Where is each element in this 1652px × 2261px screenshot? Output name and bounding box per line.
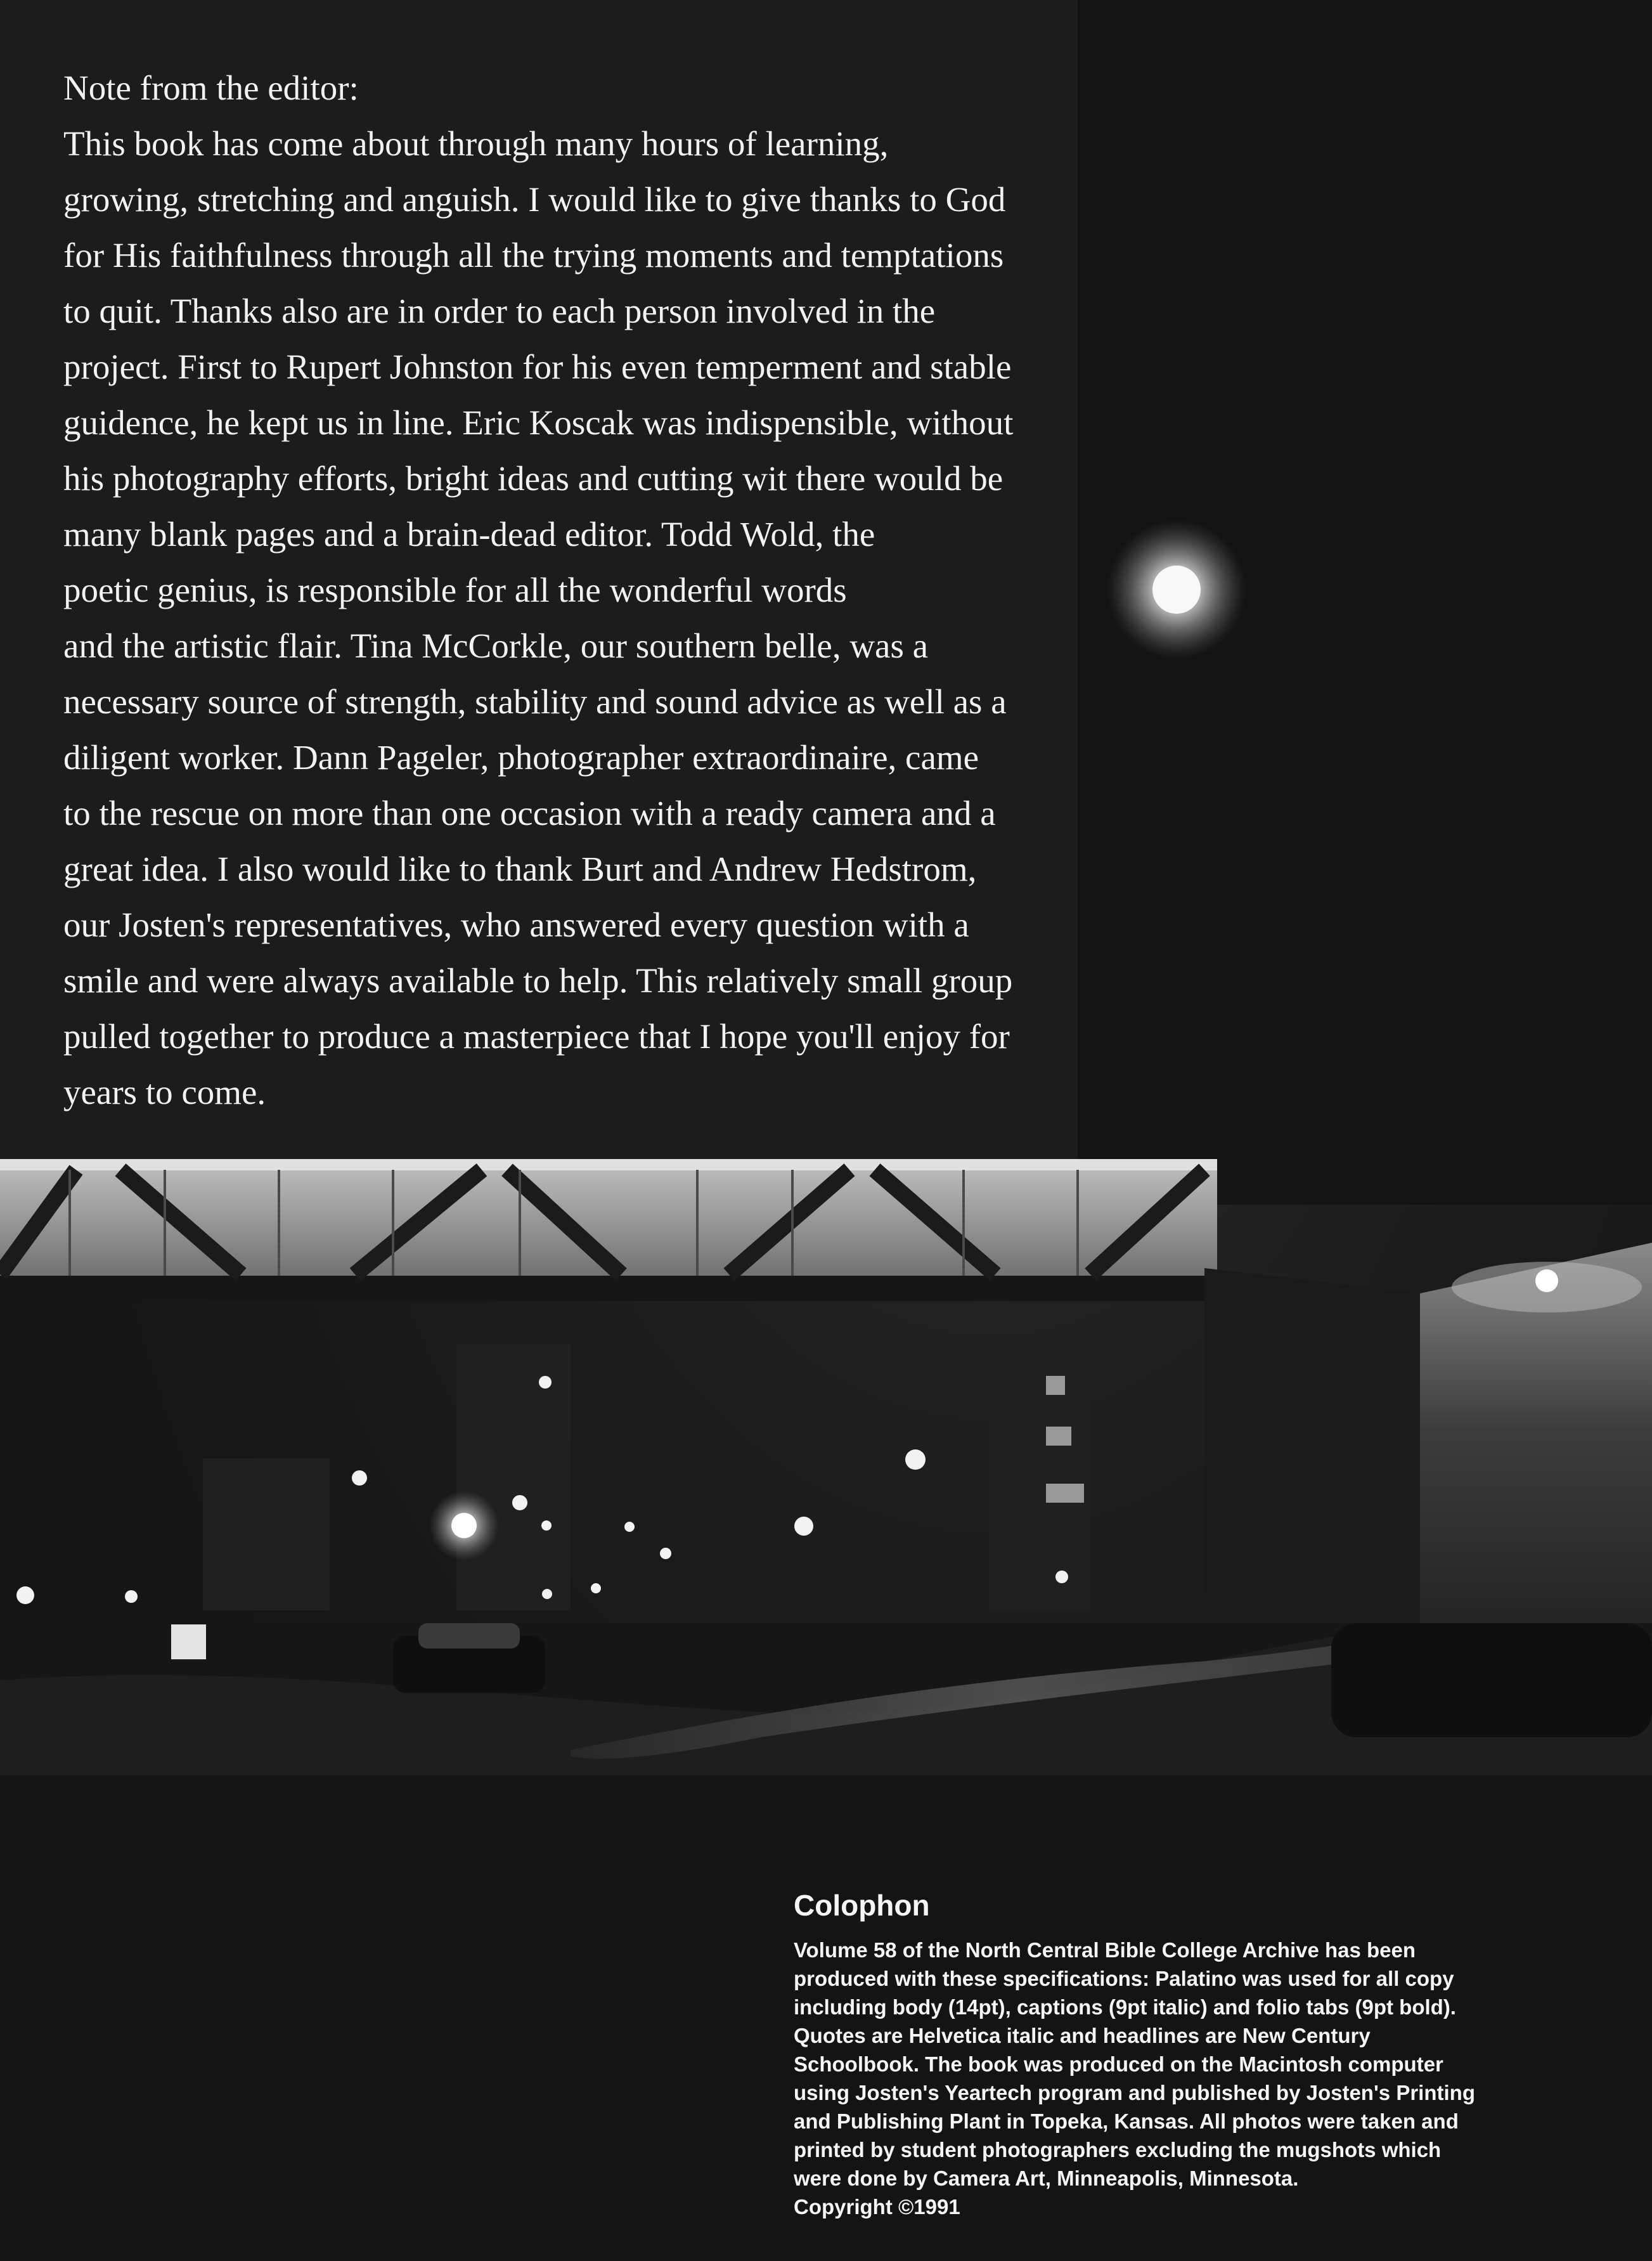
- colophon-line: and Publishing Plant in Topeka, Kansas. All photos were taken and: [794, 2109, 1459, 2133]
- skywalk-bridge: [0, 1159, 1217, 1301]
- colophon-line: Volume 58 of the North Central Bible College Archive has been: [794, 1938, 1416, 1962]
- editor-note-line: years to come.: [63, 1073, 266, 1111]
- colophon-line: using Josten's Yeartech program and published by Josten's Printing: [794, 2081, 1475, 2104]
- editor-note-line: our Josten's representatives, who answered every question with a: [63, 905, 969, 944]
- editor-note-heading: Note from the editor:: [63, 68, 359, 107]
- editor-note-line: diligent worker. Dann Pageler, photographer extraordinaire, came: [63, 738, 979, 777]
- editor-note-line: poetic genius, is responsible for all the wonderful words: [63, 571, 847, 609]
- colophon-line: printed by student photographers excluding the mugshots which: [794, 2138, 1442, 2161]
- colophon: [794, 1886, 1618, 2221]
- colophon-line: Schoolbook. The book was produced on the Macintosh computer: [794, 2052, 1443, 2076]
- editor-note-line: This book has come about through many hours of learning,: [63, 124, 889, 163]
- colophon-line: were done by Camera Art, Minneapolis, Minnesota.: [794, 2167, 1299, 2190]
- editor-note-line: guidence, he kept us in line. Eric Koscak was indispensible, without: [63, 403, 1014, 442]
- editor-note: [63, 60, 1268, 1120]
- colophon-line: produced with these specifications: Palatino was used for all copy: [794, 1967, 1454, 1990]
- editor-note-line: necessary source of strength, stability and sound advice as well as a: [63, 682, 1007, 721]
- editor-note-line: pulled together to produce a masterpiece that I hope you'll enjoy for: [63, 1017, 1010, 1056]
- editor-note-line: to the rescue on more than one occasion with a ready camera and a: [63, 794, 996, 832]
- colophon-line: Quotes are Helvetica italic and headlines are New Century: [794, 2024, 1371, 2047]
- editor-note-line: for His faithfulness through all the trying moments and temptations: [63, 236, 1004, 275]
- copyright-line: Copyright ©1991: [794, 2195, 960, 2219]
- colophon-title: Colophon: [794, 1889, 930, 1922]
- colophon-line: including body (14pt), captions (9pt italic) and folio tabs (9pt bold).: [794, 1995, 1456, 2019]
- editor-note-line: smile and were always available to help. This relatively small group: [63, 961, 1013, 1000]
- editor-note-line: growing, stretching and anguish. I would like to give thanks to God: [63, 180, 1006, 219]
- editor-note-line: many blank pages and a brain-dead editor. Todd Wold, the: [63, 515, 875, 554]
- editor-note-line: great idea. I also would like to thank Burt and Andrew Hedstrom,: [63, 850, 977, 888]
- editor-note-line: his photography efforts, bright ideas and cutting wit there would be: [63, 459, 1003, 498]
- editor-note-line: to quit. Thanks also are in order to each person involved in the: [63, 292, 936, 330]
- editor-note-line: project. First to Rupert Johnston for his even temperment and stable: [63, 347, 1012, 386]
- editor-note-line: and the artistic flair. Tina McCorkle, our southern belle, was a: [63, 626, 929, 665]
